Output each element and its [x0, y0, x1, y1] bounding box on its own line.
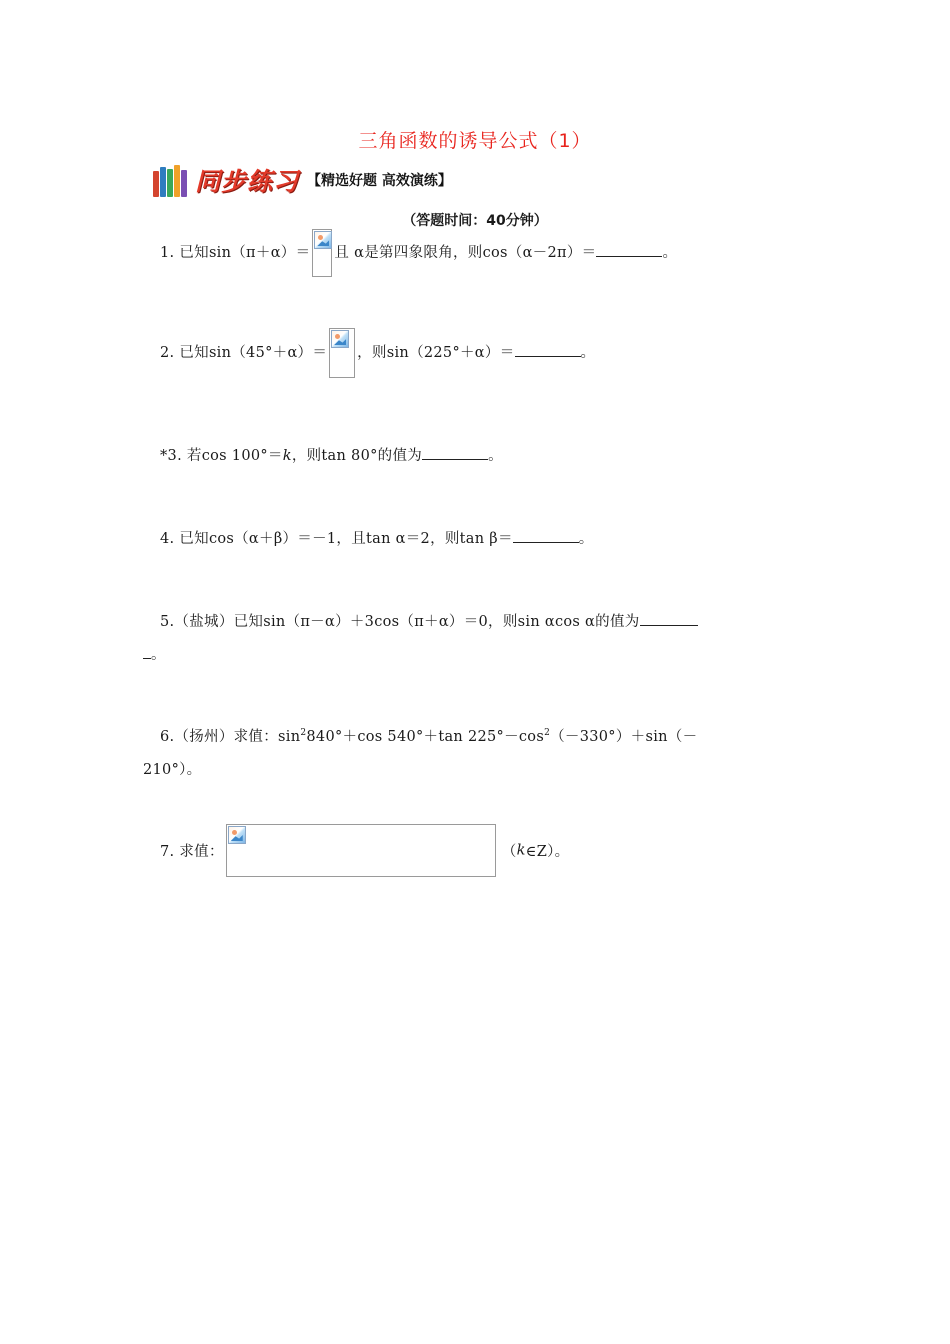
banner-subtitle: 【精选好题 高效演练】 — [307, 173, 452, 189]
question-6-line-2 — [143, 758, 201, 779]
question-5-text: 5.（盐城）已知sin（π－α）＋3cos（π＋α）＝0，则sin αcos α的值为 — [160, 614, 640, 630]
question-7 — [160, 824, 569, 877]
exponent: 2 — [300, 728, 307, 739]
question-1-end: 。 — [662, 245, 678, 261]
question-2-text-a: 2. 已知sin（45°＋α）＝ — [160, 345, 328, 361]
question-3-text-a: *3. 若cos 100°＝ — [160, 448, 283, 464]
time-note: （答题时间：40分钟） — [402, 213, 548, 229]
question-2-text-b: ，则sin（225°＋α）＝ — [357, 345, 515, 361]
question-7-text: 7. 求值： — [160, 844, 224, 860]
question-6-text-b: 840°＋cos 540°＋tan 225°－cos — [306, 729, 545, 745]
image-placeholder-icon — [314, 231, 332, 249]
question-4-end: 。 — [578, 531, 594, 547]
question-3-text-b: ，则tan 80°的值为 — [291, 448, 423, 464]
question-5-end: 。 — [151, 647, 166, 663]
question-2 — [160, 328, 595, 378]
formula-image — [226, 824, 496, 877]
question-1-text-b: 且 α是第四象限角，则cos（α－2π）＝ — [334, 245, 597, 261]
answer-blank[interactable] — [515, 344, 581, 357]
formula-image — [329, 328, 355, 378]
question-7-paren: （ — [501, 844, 517, 860]
question-5 — [160, 610, 698, 631]
section-banner — [153, 160, 452, 200]
books-icon — [153, 163, 189, 197]
answer-blank-continued — [143, 646, 151, 659]
page-title: 三角函数的诱导公式（1） — [358, 130, 592, 152]
formula-image — [312, 229, 332, 277]
question-6 — [160, 725, 697, 746]
question-5-line-2 — [143, 643, 166, 664]
question-1 — [160, 229, 677, 277]
question-6-text-c: （－330°）＋sin（－ — [550, 729, 698, 745]
question-3-end: 。 — [488, 448, 503, 464]
image-placeholder-icon — [331, 330, 349, 348]
variable-k: k — [516, 842, 526, 859]
question-2-end: 。 — [580, 345, 596, 361]
variable-k: k — [282, 448, 292, 464]
answer-blank[interactable] — [422, 447, 488, 460]
question-4 — [160, 527, 594, 548]
answer-blank[interactable] — [640, 613, 698, 626]
question-6-text-d: 210°）。 — [143, 762, 202, 778]
question-6-text-a: 6.（扬州）求值：sin — [160, 729, 301, 745]
question-7-condition: ∈Z）。 — [525, 844, 570, 860]
question-3 — [160, 444, 503, 465]
answer-blank[interactable] — [513, 530, 579, 543]
question-1-text-a: 1. 已知sin（π＋α）＝ — [160, 245, 311, 261]
answer-blank[interactable] — [596, 244, 662, 257]
exponent: 2 — [544, 728, 551, 739]
image-placeholder-icon — [228, 826, 246, 844]
question-4-text: 4. 已知cos（α＋β）＝－1，且tan α＝2，则tan β＝ — [160, 531, 513, 547]
banner-title: 同步练习 — [195, 167, 300, 196]
